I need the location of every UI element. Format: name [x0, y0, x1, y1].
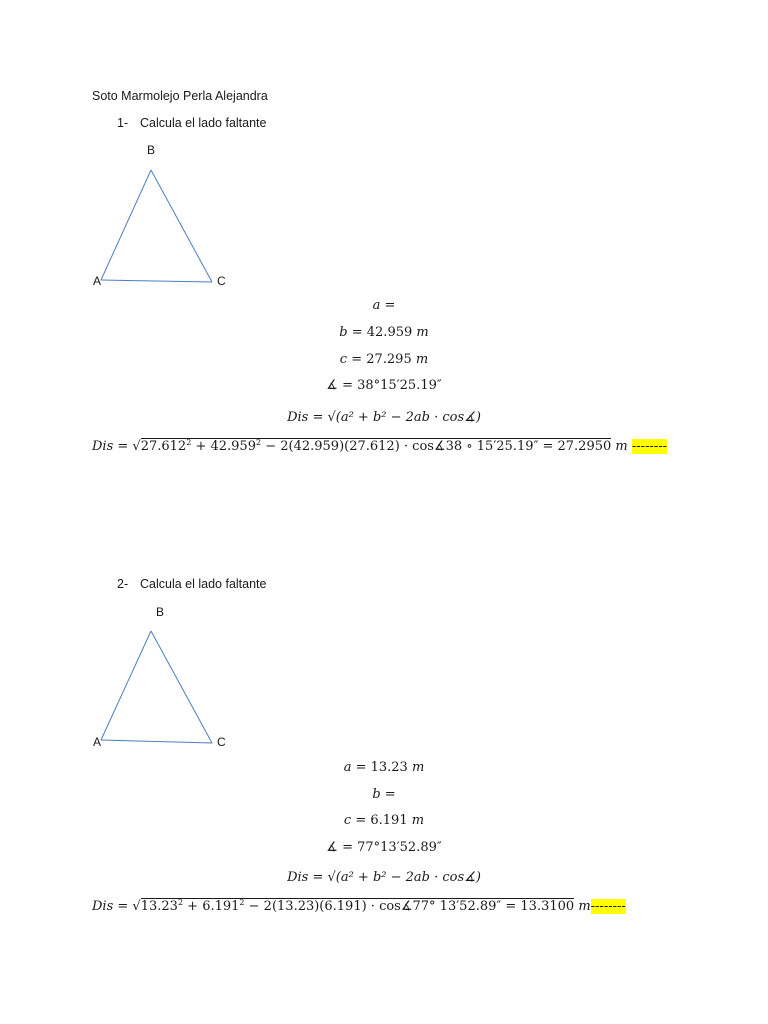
- solution-line: Dis = $√27.612^2 + 42.959^2 - 2(42.959)(27.612)$ · cos∡38 ∘ 15′25.19″ = 27.2950 m --------: [92, 438, 668, 454]
- vertex-a-label: A: [93, 735, 102, 749]
- vertex-b-label: B: [156, 605, 165, 619]
- triangle-diagram: [95, 165, 220, 290]
- problem-1-title: Calcula el lado faltante: [140, 116, 267, 130]
- law-of-cosines-formula: Dis = √(a² + b² − 2ab · cos∡): [287, 410, 481, 425]
- side-c-equation: c = 6.191 m: [343, 813, 425, 828]
- side-ab: [101, 170, 151, 280]
- side-ac: [101, 280, 212, 282]
- side-ac: [101, 740, 212, 743]
- vertex-c-label: C: [217, 735, 226, 749]
- side-b-equation: b =: [372, 787, 396, 802]
- angle-equation: ∡ = 38°15′25.19″: [326, 378, 442, 393]
- side-ab: [101, 631, 151, 740]
- vertex-a-label: A: [93, 274, 102, 288]
- highlight-mark: --------: [631, 439, 668, 454]
- highlight-mark: --------: [590, 899, 626, 914]
- problem-2-number: 2-: [117, 577, 129, 591]
- side-a-equation: a =: [372, 298, 396, 313]
- side-b-equation: b = 42.959 m: [339, 325, 429, 340]
- law-of-cosines-formula: Dis = √(a² + b² − 2ab · cos∡): [287, 870, 481, 885]
- vertex-b-label: B: [147, 143, 156, 157]
- side-bc: [151, 631, 212, 743]
- problem-1-number: 1-: [117, 116, 129, 130]
- author-name: Soto Marmolejo Perla Alejandra: [92, 89, 268, 103]
- solution-line: Dis = $√13.23^2 + 6.191^2 - 2(13.23)(6.191)$ · cos∡77° 13′52.89″ = 13.3100 m--------: [92, 898, 626, 914]
- side-c-equation: c = 27.295 m: [339, 352, 429, 367]
- angle-equation: ∡ = 77°13′52.89″: [326, 840, 442, 855]
- triangle-diagram: [95, 626, 220, 751]
- problem-2-title: Calcula el lado faltante: [140, 577, 267, 591]
- vertex-c-label: C: [217, 274, 226, 288]
- side-bc: [151, 170, 212, 282]
- side-a-equation: a = 13.23 m: [343, 760, 425, 775]
